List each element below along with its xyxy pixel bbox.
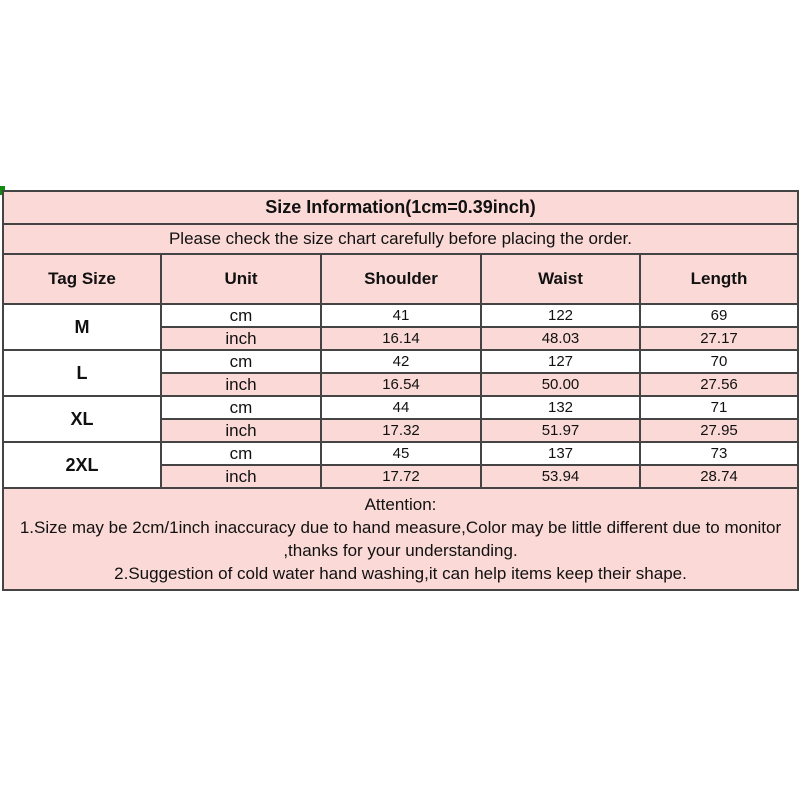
cell-l-shoulder-cm: 42 <box>321 350 481 373</box>
size-label-m: M <box>3 304 161 350</box>
cell-m-length-cm: 69 <box>640 304 798 327</box>
cell-2xl-waist-inch: 53.94 <box>481 465 640 488</box>
unit-label-cm: cm <box>161 304 321 327</box>
attention-line-2: ,thanks for your understanding. <box>283 541 518 560</box>
cell-m-waist-inch: 48.03 <box>481 327 640 350</box>
col-header-shoulder: Shoulder <box>321 254 481 304</box>
table-title: Size Information(1cm=0.39inch) <box>3 191 798 224</box>
col-header-unit: Unit <box>161 254 321 304</box>
cell-xl-waist-inch: 51.97 <box>481 419 640 442</box>
cell-m-shoulder-cm: 41 <box>321 304 481 327</box>
attention-line-1: 1.Size may be 2cm/1inch inaccuracy due to hand measure,Color may be little different due to monitor <box>19 518 782 537</box>
cell-xl-shoulder-cm: 44 <box>321 396 481 419</box>
cell-l-waist-inch: 50.00 <box>481 373 640 396</box>
cell-l-shoulder-inch: 16.54 <box>321 373 481 396</box>
col-header-tag-size: Tag Size <box>3 254 161 304</box>
unit-label-inch: inch <box>161 327 321 350</box>
cell-2xl-shoulder-inch: 17.72 <box>321 465 481 488</box>
unit-label-cm: cm <box>161 442 321 465</box>
table-subtitle: Please check the size chart carefully before placing the order. <box>3 224 798 254</box>
col-header-length: Length <box>640 254 798 304</box>
size-label-xl: XL <box>3 396 161 442</box>
cell-l-length-cm: 70 <box>640 350 798 373</box>
cell-m-length-inch: 27.17 <box>640 327 798 350</box>
cell-2xl-length-inch: 28.74 <box>640 465 798 488</box>
cell-2xl-shoulder-cm: 45 <box>321 442 481 465</box>
cell-m-waist-cm: 122 <box>481 304 640 327</box>
size-table <box>2 190 799 591</box>
size-label-2xl: 2XL <box>3 442 161 488</box>
cell-m-shoulder-inch: 16.14 <box>321 327 481 350</box>
attention-heading: Attention: <box>364 495 437 514</box>
cell-xl-shoulder-inch: 17.32 <box>321 419 481 442</box>
cell-xl-waist-cm: 132 <box>481 396 640 419</box>
cell-l-waist-cm: 127 <box>481 350 640 373</box>
unit-label-cm: cm <box>161 396 321 419</box>
cell-2xl-waist-cm: 137 <box>481 442 640 465</box>
size-label-l: L <box>3 350 161 396</box>
cell-l-length-inch: 27.56 <box>640 373 798 396</box>
unit-label-inch: inch <box>161 419 321 442</box>
col-header-waist: Waist <box>481 254 640 304</box>
attention-line-3: 2.Suggestion of cold water hand washing,it can help items keep their shape. <box>114 564 687 583</box>
unit-label-inch: inch <box>161 373 321 396</box>
unit-label-inch: inch <box>161 465 321 488</box>
cell-2xl-length-cm: 73 <box>640 442 798 465</box>
unit-label-cm: cm <box>161 350 321 373</box>
attention-note <box>3 488 798 590</box>
cell-xl-length-cm: 71 <box>640 396 798 419</box>
cell-xl-length-inch: 27.95 <box>640 419 798 442</box>
